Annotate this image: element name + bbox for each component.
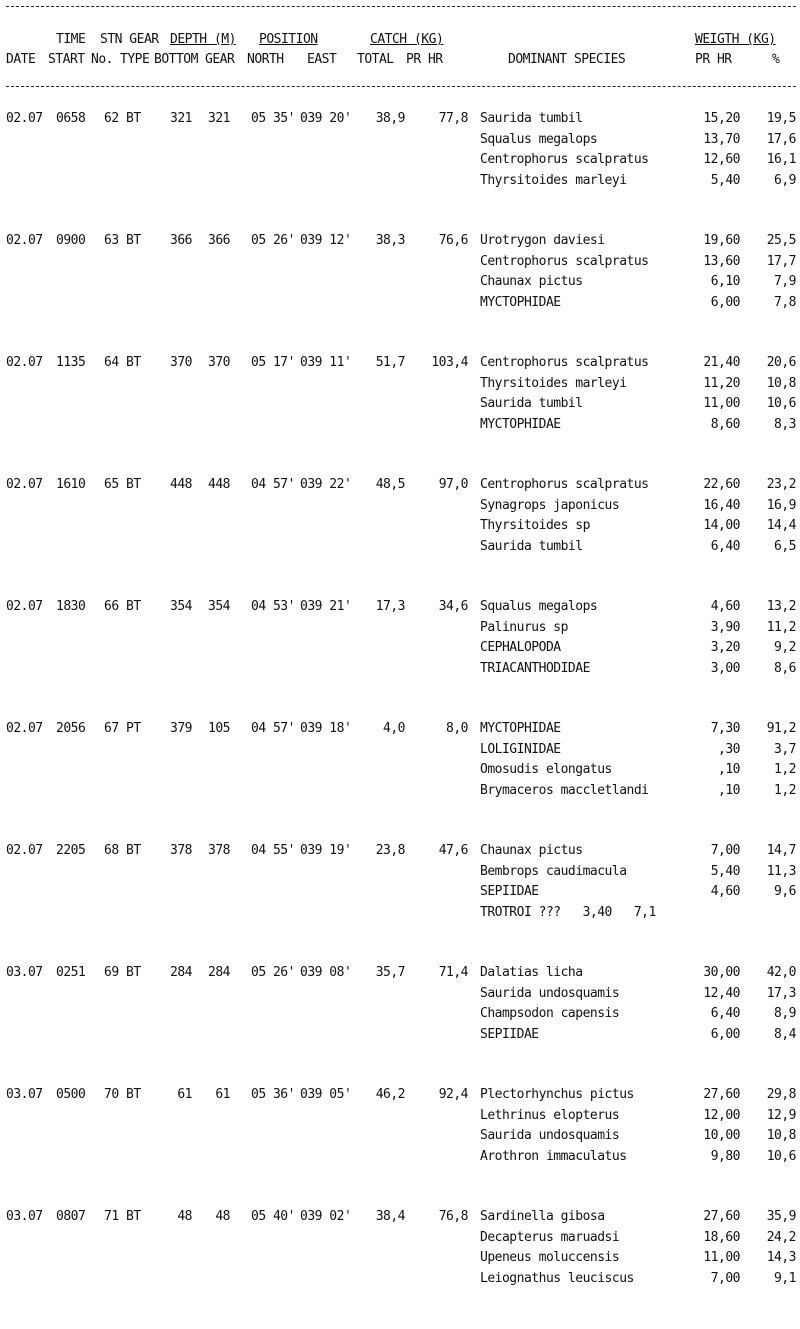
station-block [0, 965, 800, 1085]
species-name: Upeneus moluccensis [480, 1250, 620, 1265]
species-name: Bembrops caudimacula [480, 863, 627, 879]
species-weight: 4,60 [710, 884, 740, 899]
species-weight: 12,00 [703, 1107, 740, 1123]
species-weight: 18,60 [703, 1229, 740, 1245]
cell-depth-gear: 354 [208, 599, 230, 614]
species-percent: 29,8 [766, 1087, 796, 1102]
header-bottom: BOTTOM [154, 52, 198, 67]
species-percent: 24,2 [766, 1229, 796, 1245]
cell-gear: BT [126, 477, 141, 492]
species-weight: 11,00 [703, 1250, 740, 1265]
species-name: Champsodon capensis [480, 1006, 620, 1021]
species-name: Saurida tumbil [480, 538, 583, 554]
cell-depth-bottom: 370 [170, 355, 192, 370]
species-weight: 3,90 [710, 619, 740, 635]
species-name: Decapterus maruadsi [480, 1229, 620, 1245]
species-percent: 8,4 [774, 1026, 796, 1042]
species-percent: 6,9 [774, 172, 796, 188]
species-weight: 11,00 [703, 396, 740, 411]
species-percent: 23,2 [766, 477, 796, 492]
cell-depth-gear: 448 [208, 477, 230, 492]
species-weight: 30,00 [703, 965, 740, 980]
species-percent: 14,4 [766, 518, 796, 533]
species-percent: 11,2 [766, 619, 796, 635]
species-percent: 10,6 [766, 1148, 796, 1164]
cell-east: 039 18' [300, 721, 352, 736]
cell-depth-bottom: 48 [177, 1209, 192, 1224]
cell-pr-hr: 8,0 [446, 721, 468, 736]
cell-total: 38,3 [375, 233, 405, 248]
header-pr-hr-weight: PR HR [695, 52, 732, 67]
species-weight: ,10 [718, 782, 740, 798]
cell-depth-gear: 284 [208, 965, 230, 980]
cell-time: 0658 [56, 111, 86, 126]
cell-total: 48,5 [375, 477, 405, 492]
species-name: CEPHALOPODA [480, 640, 561, 655]
cell-time: 0251 [56, 965, 86, 980]
species-weight: ,10 [718, 762, 740, 777]
cell-stn: 65 [104, 477, 119, 492]
cell-east: 039 12' [300, 233, 352, 248]
species-name: Plectorhynchus pictus [480, 1087, 634, 1102]
species-name: Dalatias licha [480, 965, 583, 980]
cell-depth-gear: 370 [208, 355, 230, 370]
species-percent: 35,9 [766, 1209, 796, 1224]
header-north: NORTH [247, 52, 284, 67]
species-name: Chaunax pictus [480, 274, 583, 289]
species-weight: 9,80 [710, 1148, 740, 1164]
species-percent: 16,1 [766, 152, 796, 167]
species-name: Leiognathus leuciscus [480, 1270, 634, 1286]
header-gear: GEAR [205, 52, 235, 67]
species-weight: 22,60 [703, 477, 740, 492]
species-weight: 13,60 [703, 253, 740, 269]
cell-east: 039 02' [300, 1209, 352, 1224]
cell-depth-bottom: 284 [170, 965, 192, 980]
species-percent: 3,7 [774, 741, 796, 757]
header-weight: WEIGTH (KG) [695, 32, 776, 47]
species-weight: 5,40 [710, 172, 740, 188]
species-weight: 6,10 [710, 274, 740, 289]
species-name: Saurida tumbil [480, 111, 583, 126]
cell-depth-gear: 105 [208, 721, 230, 736]
cell-north: 04 53' [251, 599, 295, 614]
species-weight: 12,60 [703, 152, 740, 167]
species-percent: 20,6 [766, 355, 796, 370]
cell-pr-hr: 34,6 [438, 599, 468, 614]
cell-pr-hr: 76,8 [438, 1209, 468, 1224]
cell-depth-bottom: 379 [170, 721, 192, 736]
header-depth: DEPTH (M) [170, 32, 236, 47]
cell-stn: 66 [104, 599, 119, 614]
cell-gear: PT [126, 721, 141, 736]
cell-stn: 63 [104, 233, 119, 248]
header-rule [6, 86, 796, 87]
cell-depth-bottom: 321 [170, 111, 192, 126]
header-no: No. [91, 52, 113, 67]
cell-gear: BT [126, 355, 141, 370]
cell-time: 0807 [56, 1209, 86, 1224]
species-name: MYCTOPHIDAE [480, 294, 561, 310]
cell-north: 04 57' [251, 721, 295, 736]
cell-total: 38,9 [375, 111, 405, 126]
species-name: Squalus megalops [480, 131, 598, 147]
cell-depth-gear: 61 [215, 1087, 230, 1102]
species-percent: 6,5 [774, 538, 796, 554]
cell-time: 0900 [56, 233, 86, 248]
header-stn-gear: STN GEAR [100, 32, 159, 47]
species-weight: 27,60 [703, 1087, 740, 1102]
species-name: Lethrinus elopterus [480, 1107, 620, 1123]
species-name: Centrophorus scalpratus [480, 355, 649, 370]
species-weight: 10,00 [703, 1128, 740, 1143]
species-percent: 10,8 [766, 375, 796, 391]
species-name: Brymaceros maccletlandi [480, 782, 649, 798]
species-name: LOLIGINIDAE [480, 741, 561, 757]
cell-stn: 70 [104, 1087, 119, 1102]
cell-total: 4,0 [383, 721, 405, 736]
species-name: Centrophorus scalpratus [480, 477, 649, 492]
cell-time: 2056 [56, 721, 86, 736]
header-catch: CATCH (KG) [370, 32, 444, 47]
species-percent: 1,2 [774, 762, 796, 777]
species-name: MYCTOPHIDAE [480, 721, 561, 736]
station-block [0, 1087, 800, 1207]
cell-date: 02.07 [6, 111, 43, 126]
species-weight: 7,00 [710, 843, 740, 858]
cell-east: 039 20' [300, 111, 352, 126]
species-name: Omosudis elongatus [480, 762, 612, 777]
species-weight: 12,40 [703, 985, 740, 1001]
species-name: Chaunax pictus [480, 843, 583, 858]
cell-pr-hr: 77,8 [438, 111, 468, 126]
species-percent: 25,5 [766, 233, 796, 248]
top-rule [6, 6, 796, 7]
species-percent: 10,8 [766, 1128, 796, 1143]
cell-total: 46,2 [375, 1087, 405, 1102]
cell-pr-hr: 47,6 [438, 843, 468, 858]
species-percent: 14,7 [766, 843, 796, 858]
cell-gear: BT [126, 1087, 141, 1102]
header-time: TIME [56, 32, 86, 47]
cell-north: 04 57' [251, 477, 295, 492]
header-start: START [48, 52, 85, 67]
station-block [0, 1209, 800, 1329]
species-percent: 8,6 [774, 660, 796, 676]
cell-gear: BT [126, 965, 141, 980]
species-weight: 7,30 [710, 721, 740, 736]
cell-gear: BT [126, 843, 141, 858]
species-weight: 11,20 [703, 375, 740, 391]
cell-time: 1610 [56, 477, 86, 492]
species-weight: 7,00 [710, 1270, 740, 1286]
species-weight: 8,60 [710, 416, 740, 432]
species-percent: 13,2 [766, 599, 796, 614]
header-position: POSITION [259, 32, 318, 47]
header-type: TYPE [120, 52, 150, 67]
cell-depth-bottom: 366 [170, 233, 192, 248]
cell-pr-hr: 103,4 [431, 355, 468, 370]
cell-date: 02.07 [6, 477, 43, 492]
station-block [0, 111, 800, 231]
cell-date: 02.07 [6, 233, 43, 248]
cell-gear: BT [126, 111, 141, 126]
species-name: Thyrsitoides sp [480, 518, 590, 533]
cell-total: 51,7 [375, 355, 405, 370]
species-weight: 16,40 [703, 497, 740, 513]
cell-gear: BT [126, 233, 141, 248]
cell-north: 05 36' [251, 1087, 295, 1102]
cell-depth-bottom: 448 [170, 477, 192, 492]
cell-time: 0500 [56, 1087, 86, 1102]
cell-date: 03.07 [6, 1087, 43, 1102]
species-name: Urotrygon daviesi [480, 233, 605, 248]
species-weight: 6,00 [710, 294, 740, 310]
header-total: TOTAL [357, 52, 394, 67]
species-name: Centrophorus scalpratus [480, 152, 649, 167]
species-weight: 19,60 [703, 233, 740, 248]
header-pr-hr: PR HR [406, 52, 443, 67]
station-block [0, 233, 800, 353]
species-percent: 91,2 [766, 721, 796, 736]
species-name: Centrophorus scalpratus [480, 253, 649, 269]
cell-stn: 64 [104, 355, 119, 370]
cell-date: 02.07 [6, 721, 43, 736]
cell-gear: BT [126, 1209, 141, 1224]
species-weight: 21,40 [703, 355, 740, 370]
cell-gear: BT [126, 599, 141, 614]
cell-east: 039 05' [300, 1087, 352, 1102]
species-name: Palinurus sp [480, 619, 568, 635]
cell-date: 02.07 [6, 599, 43, 614]
species-name: Sardinella gibosa [480, 1209, 605, 1224]
species-percent: 1,2 [774, 782, 796, 798]
cell-east: 039 08' [300, 965, 352, 980]
species-weight: ,30 [718, 741, 740, 757]
cell-east: 039 22' [300, 477, 352, 492]
species-weight: 6,40 [710, 1006, 740, 1021]
cell-east: 039 11' [300, 355, 352, 370]
species-percent: 11,3 [766, 863, 796, 879]
cell-stn: 68 [104, 843, 119, 858]
species-name: Thyrsitoides marleyi [480, 375, 627, 391]
species-name: Saurida undosquamis [480, 985, 620, 1001]
cell-north: 05 35' [251, 111, 295, 126]
species-percent: 7,8 [774, 294, 796, 310]
cell-depth-bottom: 378 [170, 843, 192, 858]
header-east: EAST [307, 52, 337, 67]
header-percent: % [772, 52, 780, 67]
station-block [0, 843, 800, 963]
cell-north: 05 17' [251, 355, 295, 370]
cell-time: 1830 [56, 599, 86, 614]
species-name: Squalus megalops [480, 599, 598, 614]
cell-depth-bottom: 354 [170, 599, 192, 614]
species-name: SEPIIDAE [480, 1026, 539, 1042]
species-weight: 3,20 [710, 640, 740, 655]
species-percent: 8,3 [774, 416, 796, 432]
cell-stn: 71 [104, 1209, 119, 1224]
cell-date: 02.07 [6, 355, 43, 370]
species-percent: 9,2 [774, 640, 796, 655]
station-block [0, 477, 800, 597]
species-weight: 6,00 [710, 1026, 740, 1042]
cell-date: 03.07 [6, 1209, 43, 1224]
species-name: SEPIIDAE [480, 884, 539, 899]
species-percent: 17,7 [766, 253, 796, 269]
cell-time: 2205 [56, 843, 86, 858]
cell-north: 05 26' [251, 965, 295, 980]
species-percent: 14,3 [766, 1250, 796, 1265]
cell-pr-hr: 71,4 [438, 965, 468, 980]
species-weight: 13,70 [703, 131, 740, 147]
cell-pr-hr: 92,4 [438, 1087, 468, 1102]
species-percent: 8,9 [774, 1006, 796, 1021]
species-percent: 17,3 [766, 985, 796, 1001]
cell-time: 1135 [56, 355, 86, 370]
cell-depth-gear: 321 [208, 111, 230, 126]
cell-depth-bottom: 61 [177, 1087, 192, 1102]
cell-stn: 67 [104, 721, 119, 736]
species-percent: 9,1 [774, 1270, 796, 1286]
cell-stn: 62 [104, 111, 119, 126]
cell-north: 05 40' [251, 1209, 295, 1224]
cell-stn: 69 [104, 965, 119, 980]
cell-total: 38,4 [375, 1209, 405, 1224]
species-name: MYCTOPHIDAE [480, 416, 561, 432]
cell-depth-gear: 48 [215, 1209, 230, 1224]
cell-east: 039 19' [300, 843, 352, 858]
cell-east: 039 21' [300, 599, 352, 614]
cell-total: 35,7 [375, 965, 405, 980]
cell-pr-hr: 97,0 [438, 477, 468, 492]
cell-date: 02.07 [6, 843, 43, 858]
species-percent: 10,6 [766, 396, 796, 411]
species-weight: 14,00 [703, 518, 740, 533]
cell-north: 04 55' [251, 843, 295, 858]
species-name: Synagrops japonicus [480, 497, 620, 513]
cell-total: 17,3 [375, 599, 405, 614]
header-dominant-species: DOMINANT SPECIES [508, 52, 626, 67]
species-percent: 17,6 [766, 131, 796, 147]
species-percent: 16,9 [766, 497, 796, 513]
cell-depth-gear: 366 [208, 233, 230, 248]
species-percent: 7,9 [774, 274, 796, 289]
cell-north: 05 26' [251, 233, 295, 248]
station-block [0, 599, 800, 719]
species-weight: 4,60 [710, 599, 740, 614]
station-block [0, 721, 800, 841]
species-name: Arothron immaculatus [480, 1148, 627, 1164]
species-name: TRIACANTHODIDAE [480, 660, 590, 676]
cell-date: 03.07 [6, 965, 43, 980]
species-percent: 12,9 [766, 1107, 796, 1123]
species-weight: 6,40 [710, 538, 740, 554]
species-weight: 5,40 [710, 863, 740, 879]
species-weight: 3,00 [710, 660, 740, 676]
cell-total: 23,8 [375, 843, 405, 858]
species-name: Thyrsitoides marleyi [480, 172, 627, 188]
species-name: Saurida tumbil [480, 396, 583, 411]
species-weight: 15,20 [703, 111, 740, 126]
species-percent: 19,5 [766, 111, 796, 126]
species-percent: 9,6 [774, 884, 796, 899]
species-percent: 42,0 [766, 965, 796, 980]
cell-pr-hr: 76,6 [438, 233, 468, 248]
species-name: Saurida undosquamis [480, 1128, 620, 1143]
station-block [0, 355, 800, 475]
species-name: TROTROI ??? 3,40 7,1 [480, 904, 656, 920]
species-weight: 27,60 [703, 1209, 740, 1224]
header-date: DATE [6, 52, 36, 67]
cell-depth-gear: 378 [208, 843, 230, 858]
